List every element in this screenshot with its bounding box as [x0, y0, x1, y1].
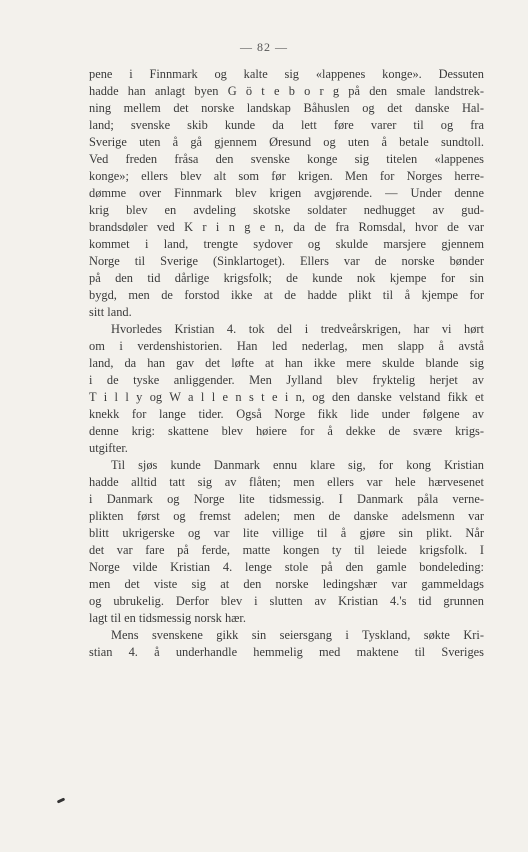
text-line: hadde han anlagt byen G ö t e b o r g på den smale landstrek-: [89, 84, 484, 98]
text-line: sitt land.: [89, 305, 132, 319]
text-line: T i l l y og W a l l e n s t e i n, og den danske velstand fikk et: [89, 390, 484, 404]
text-line: kommet i land, trengte sydover og skulde marsjere gjennem: [89, 237, 484, 251]
text-line: Hvorledes Kristian 4. tok del i tredveårskrigen, har vi hørt: [111, 322, 484, 336]
text-line: og ubrukelig. Derfor blev i slutten av Kristian 4.'s tid grunnen: [89, 594, 484, 608]
text-line: land, da han gav det løfte at han ikke mere skulde blande sig: [89, 356, 484, 370]
text-line: hadde alltid tatt sig av flåten; men ellers var hele hærvesenet: [89, 475, 484, 489]
text-line: konge»; ellers blev alt som før krigen. Men for Norges herre-: [89, 169, 484, 183]
text-line: om i verdenshistorien. Han led nederlag, men slapp å avstå: [89, 339, 484, 353]
text-line: Til sjøs kunde Danmark ennu klare sig, for kong Kristian: [111, 458, 484, 472]
text-line: Sverige uten å gå gjennem Øresund og uten å betale sundtoll.: [89, 135, 484, 149]
text-line: det var fare på ferde, matte kongen ty til leiede krigsfolk. I: [89, 543, 484, 557]
text-line: stian 4. å underhandle hemmelig med maktene til Sveriges: [89, 645, 484, 659]
text-line: land; svenske skib kunde da lett føre varer til og fra: [89, 118, 484, 132]
text-line: dømme over Finnmark blev krigen avgjørende. — Under denne: [89, 186, 484, 200]
text-line: ning mellem det norske landskap Båhuslen og det danske Hal-: [89, 101, 484, 115]
text-line: lagt til en tidsmessig norsk hær.: [89, 611, 246, 625]
text-line: Norge vilde Kristian 4. lenge stole på den gamle bondeleding:: [89, 560, 484, 574]
text-line: krig blev en avdeling skotske soldater nedhugget av gud-: [89, 203, 484, 217]
text-line: Ved freden fråsa den svenske konge sig titelen «lappenes: [89, 152, 484, 166]
text-line: bygd, men de forstod ikke at de hadde plikt til å kjempe for: [89, 288, 484, 302]
body-text: [89, 66, 484, 661]
text-line: i de tyske anliggender. Men Jylland blev fryktelig herjet av: [89, 373, 484, 387]
text-line: knekk for lange tider. Også Norge fikk lide under følgene av: [89, 407, 484, 421]
text-line: pene i Finnmark og kalte sig «lappenes konge». Dessuten: [89, 67, 484, 81]
text-line: blitt ukrigerske og var lite villige til å gjøre sin plikt. Når: [89, 526, 484, 540]
text-line: utgifter.: [89, 441, 128, 455]
text-line: brandsdøler ved K r i n g e n, da de fra Romsdal, hvor de var: [89, 220, 484, 234]
text-line: plikten først og fremst adelen; men de danske adelsmenn var: [89, 509, 484, 523]
text-line: i Danmark og Norge lite tidsmessig. I Danmark påla verne-: [89, 492, 484, 506]
text-line: men det viste sig at den norske ledingshær var gammeldags: [89, 577, 484, 591]
stray-pen-mark: [57, 797, 66, 803]
page-number: — 82 —: [240, 40, 288, 54]
text-line: Norge til Sverige (Sinklartoget). Ellers var de norske bønder: [89, 254, 484, 268]
text-line: denne krig: skattene blev høiere for å dekke de svære krigs-: [89, 424, 484, 438]
text-line: på den tid dårlige krigsfolk; de kunde nok kjempe for sin: [89, 271, 484, 285]
text-line: Mens svenskene gikk sin seiersgang i Tyskland, søkte Kri-: [111, 628, 484, 642]
